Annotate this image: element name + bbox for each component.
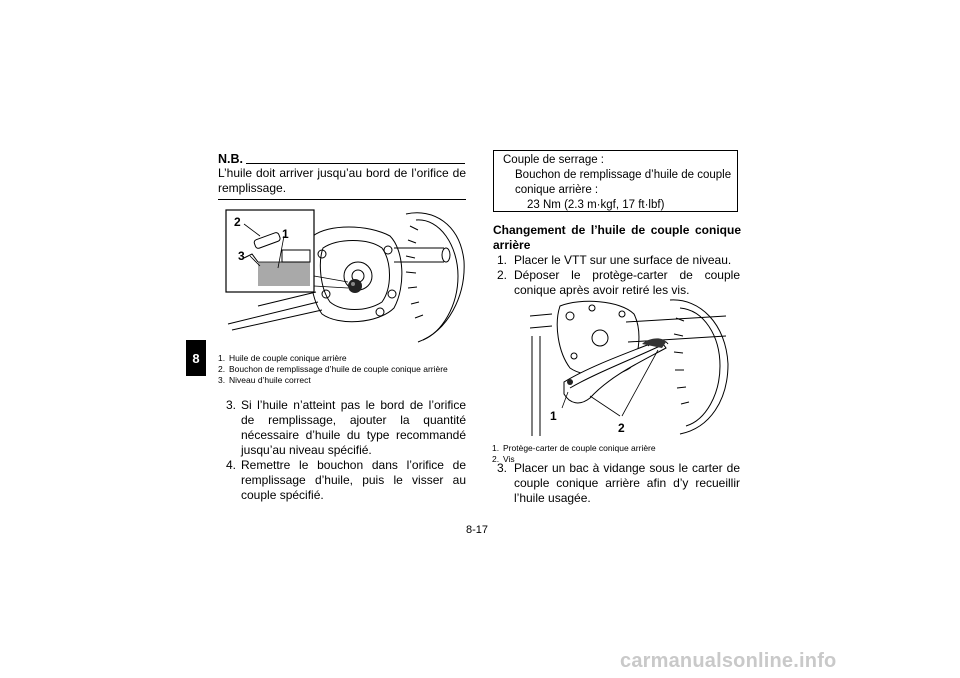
callout-3: 3 <box>238 249 245 263</box>
caption-item: 2. Bouchon de remplissage d’huile de couple conique arrière <box>218 364 448 374</box>
page-number: 8-17 <box>466 524 489 536</box>
callout-2: 2 <box>618 421 625 435</box>
caption-item: 2. Vis <box>492 454 515 464</box>
caption-item: 3. Niveau d’huile correct <box>218 375 311 385</box>
list-item: 4. Remettre le bouchon dans l’orifice de remplissage d’huile, puis le visser au couple spécifié. <box>226 458 466 502</box>
note-title: N.B. <box>218 152 243 166</box>
caption-item: 1. Protège-carter de couple conique arrière <box>492 443 656 453</box>
figure1-caption <box>218 353 468 386</box>
figure-drive-guard <box>530 296 730 436</box>
callout-1: 1 <box>282 227 289 241</box>
note-rule-bottom <box>218 199 466 200</box>
steps-right-bottom <box>497 461 740 506</box>
chapter-tab-label: 8 <box>192 350 200 366</box>
figure-filler-plug <box>218 206 466 346</box>
watermark-link[interactable]: carmanualsonline.info <box>620 650 837 672</box>
figure-drive-guard-drawing <box>530 296 730 436</box>
note-rule <box>246 163 465 164</box>
list-item: 1. Placer le VTT sur une surface de niveau. <box>497 253 732 267</box>
section-title: Changement de l’huile de couple conique arrière <box>493 223 741 252</box>
torque-item-cont: conique arrière : <box>515 184 599 196</box>
callout-1: 1 <box>550 409 557 423</box>
chapter-tab <box>186 340 206 376</box>
list-item: 3. Placer un bac à vidange sous le carter de couple conique arrière afin d’y recueillir l’huile usagée. <box>497 461 740 505</box>
figure-filler-plug-drawing <box>218 206 466 346</box>
list-item: 3. Si l’huile n’atteint pas le bord de l’orifice de remplissage, ajouter la quantité nécessaire d’huile du type recommandé jusqu’au niveau spécifié. <box>226 398 466 457</box>
callout-2: 2 <box>234 215 241 229</box>
steps-left <box>226 398 466 503</box>
torque-value: 23 Nm (2.3 m·kgf, 17 ft·lbf) <box>527 199 665 211</box>
torque-item: Bouchon de remplissage d’huile de couple <box>515 169 732 181</box>
caption-item: 1. Huile de couple conique arrière <box>218 353 347 363</box>
torque-label: Couple de serrage : <box>503 154 605 166</box>
steps-right-top <box>497 253 740 298</box>
note-text: L’huile doit arriver jusqu’au bord de l’orifice de remplissage. <box>218 166 466 195</box>
list-item: 2. Déposer le protège-carter de couple conique après avoir retiré les vis. <box>497 268 740 297</box>
torque-spec-box <box>493 150 738 212</box>
